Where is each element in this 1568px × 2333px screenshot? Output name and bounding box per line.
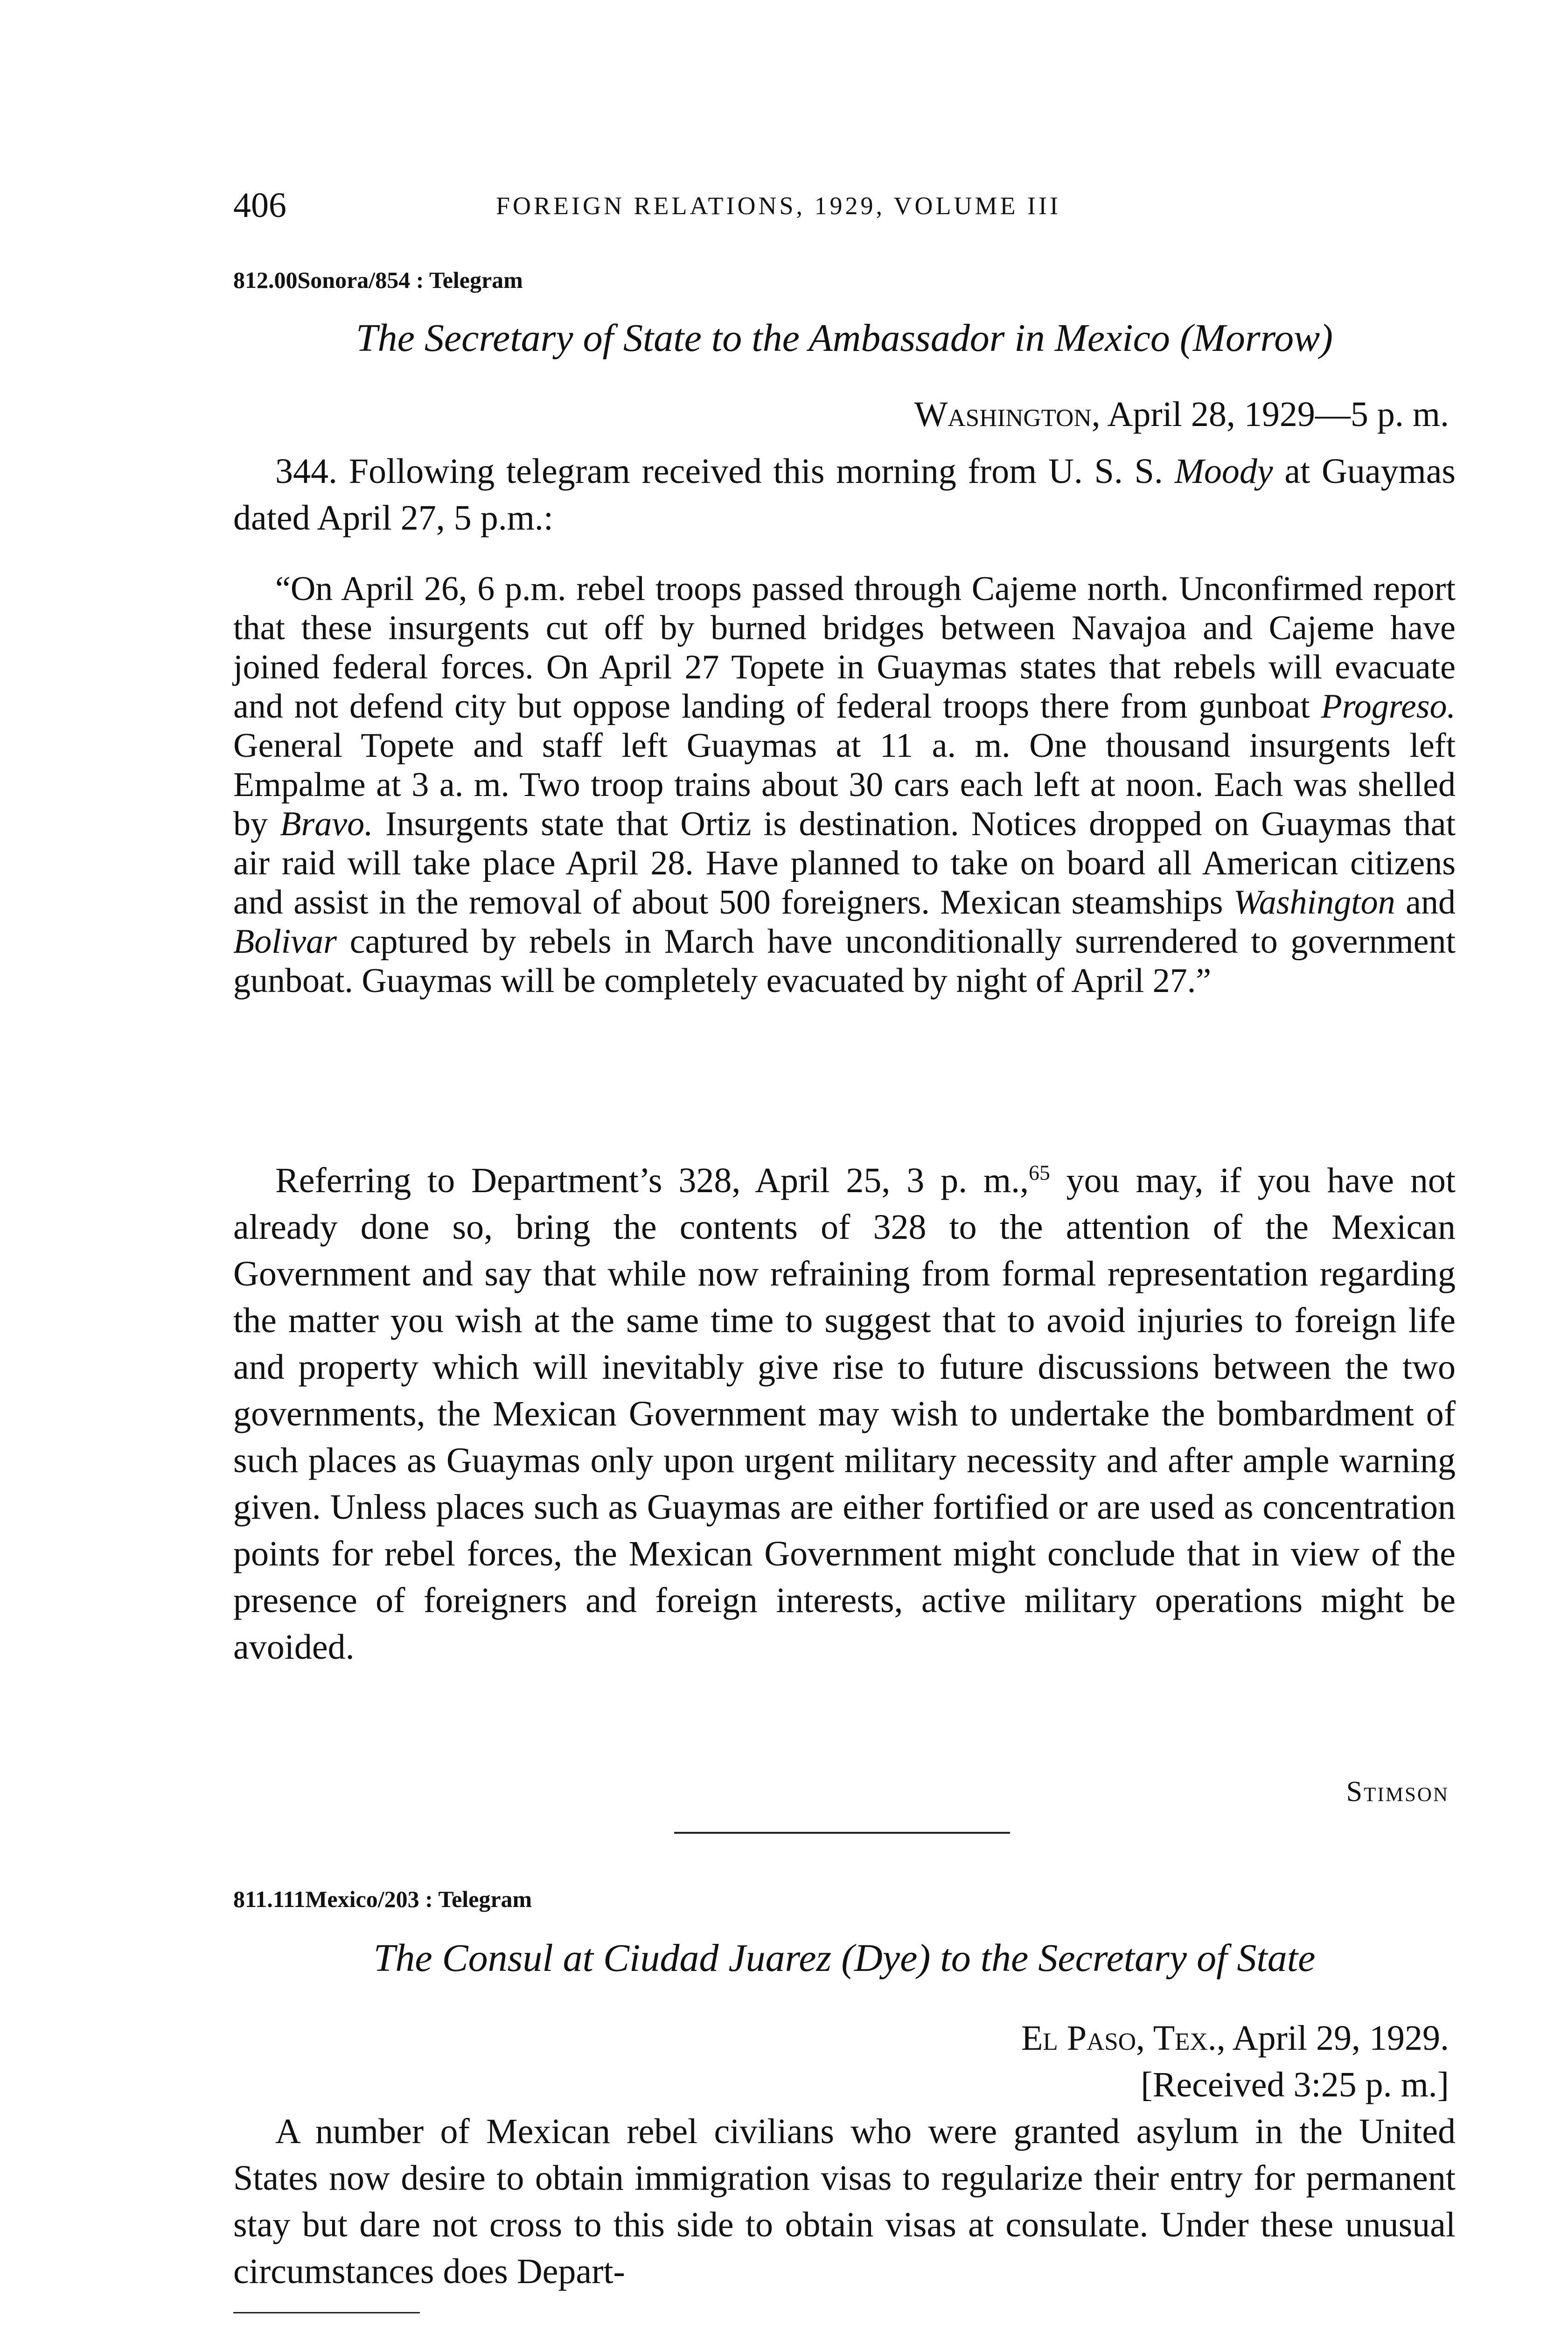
dateline-1: [914, 391, 1449, 438]
quoted-telegram: [233, 569, 1456, 1000]
ship-name: Progreso.: [1321, 687, 1456, 726]
ship-name: Moody: [1174, 452, 1273, 491]
document-heading-1: The Secretary of State to the Ambassador in Mexico (Morrow): [355, 316, 1333, 360]
running-head: FOREIGN RELATIONS, 1929, VOLUME III: [496, 192, 1061, 220]
text-run: at Guaymas dated April 27, 5 p.m.:: [233, 452, 1456, 538]
dateline-2: [1021, 2015, 1449, 2061]
page-header: [233, 180, 1283, 231]
ship-name: Bravo.: [280, 805, 373, 843]
paragraph-telegram-intro: [233, 448, 1456, 541]
paragraph-instructions: [233, 1157, 1456, 1670]
footnote-rule: [233, 2312, 420, 2313]
section-divider: [674, 1832, 1010, 1834]
dateline-date: , April 28, 1929—5 p. m.: [1091, 395, 1449, 434]
text-run: and: [1395, 883, 1456, 922]
text-run: Referring to Department’s 328, April 25, 3 p. m.,: [275, 1161, 1029, 1200]
dateline-date: , April 29, 1929.: [1216, 2019, 1449, 2058]
received-time: [Received 3:25 p. m.]: [1141, 2065, 1449, 2104]
ship-name: Bolivar: [233, 922, 337, 961]
signature: Stimson: [1346, 1776, 1449, 1808]
dateline-place: Washington: [914, 395, 1092, 434]
text-run: captured by rebels in March have unconditionally surrendered to government gunboat. Guaymas will be completely evacuated by night of April 27.”: [233, 922, 1456, 1000]
ship-name: Washington: [1233, 883, 1395, 922]
text-run: Insurgents state that Ortiz is destination. Notices dropped on Guaymas that air raid will take place April 28. Have planned to take on board all American citizens and assist in the removal of about 500 foreigners. Mexican steamships: [233, 805, 1456, 922]
paragraph-asylum: A number of Mexican rebel civilians who were granted asylum in the United States now desire to obtain immigration visas to regularize their entry for permanent stay but dare not cross to this side to obtain visas at consulate. Under these unusual circumstances does Depart-: [233, 2112, 1456, 2291]
footnote-reference: 65: [1029, 1160, 1050, 1185]
text-run: General Topete and staff left Guaymas at 11 a. m. One thousand insurgents left Empalme at 3 a. m. Two troop trains about 30 cars each left at noon. Each was shelled by: [233, 726, 1456, 843]
document-heading-2: The Consul at Ciudad Juarez (Dye) to the Secretary of State: [373, 1936, 1316, 1980]
dateline-place: El Paso, Tex.: [1021, 2019, 1217, 2058]
text-run: “On April 26, 6 p.m. rebel troops passed through Cajeme north. Unconfirmed report that these insurgents cut off by burned bridges between Navajoa and Cajeme have joined federal forces. On April 27 Topete in Guaymas states that rebels will evacuate and not defend city but oppose landing of federal troops there from gunboat: [233, 570, 1456, 726]
text-run: 344. Following telegram received this morning from U. S. S.: [275, 452, 1175, 491]
page-number: 406: [233, 186, 286, 225]
text-run: you may, if you have not already done so, bring the contents of 328 to the attention of the Mexican Government and say that while now refraining from formal representation regarding the matter you wish at the same time to suggest that to avoid injuries to foreign life and property which will inevitably give rise to future discussions between the two governments, the Mexican Government may wish to undertake the bombardment of such places as Guaymas only upon urgent military necessity and after ample warning given. Unless places such as Guaymas are either fortified or are used as concentration points for rebel forces, the Mexican Government might conclude that in view of the presence of foreigners and foreign interests, active military operations might be avoided.: [233, 1161, 1456, 1667]
file-reference-1: 812.00Sonora/854 : Telegram: [233, 267, 523, 293]
file-reference-2: 811.111Mexico/203 : Telegram: [233, 1886, 532, 1912]
